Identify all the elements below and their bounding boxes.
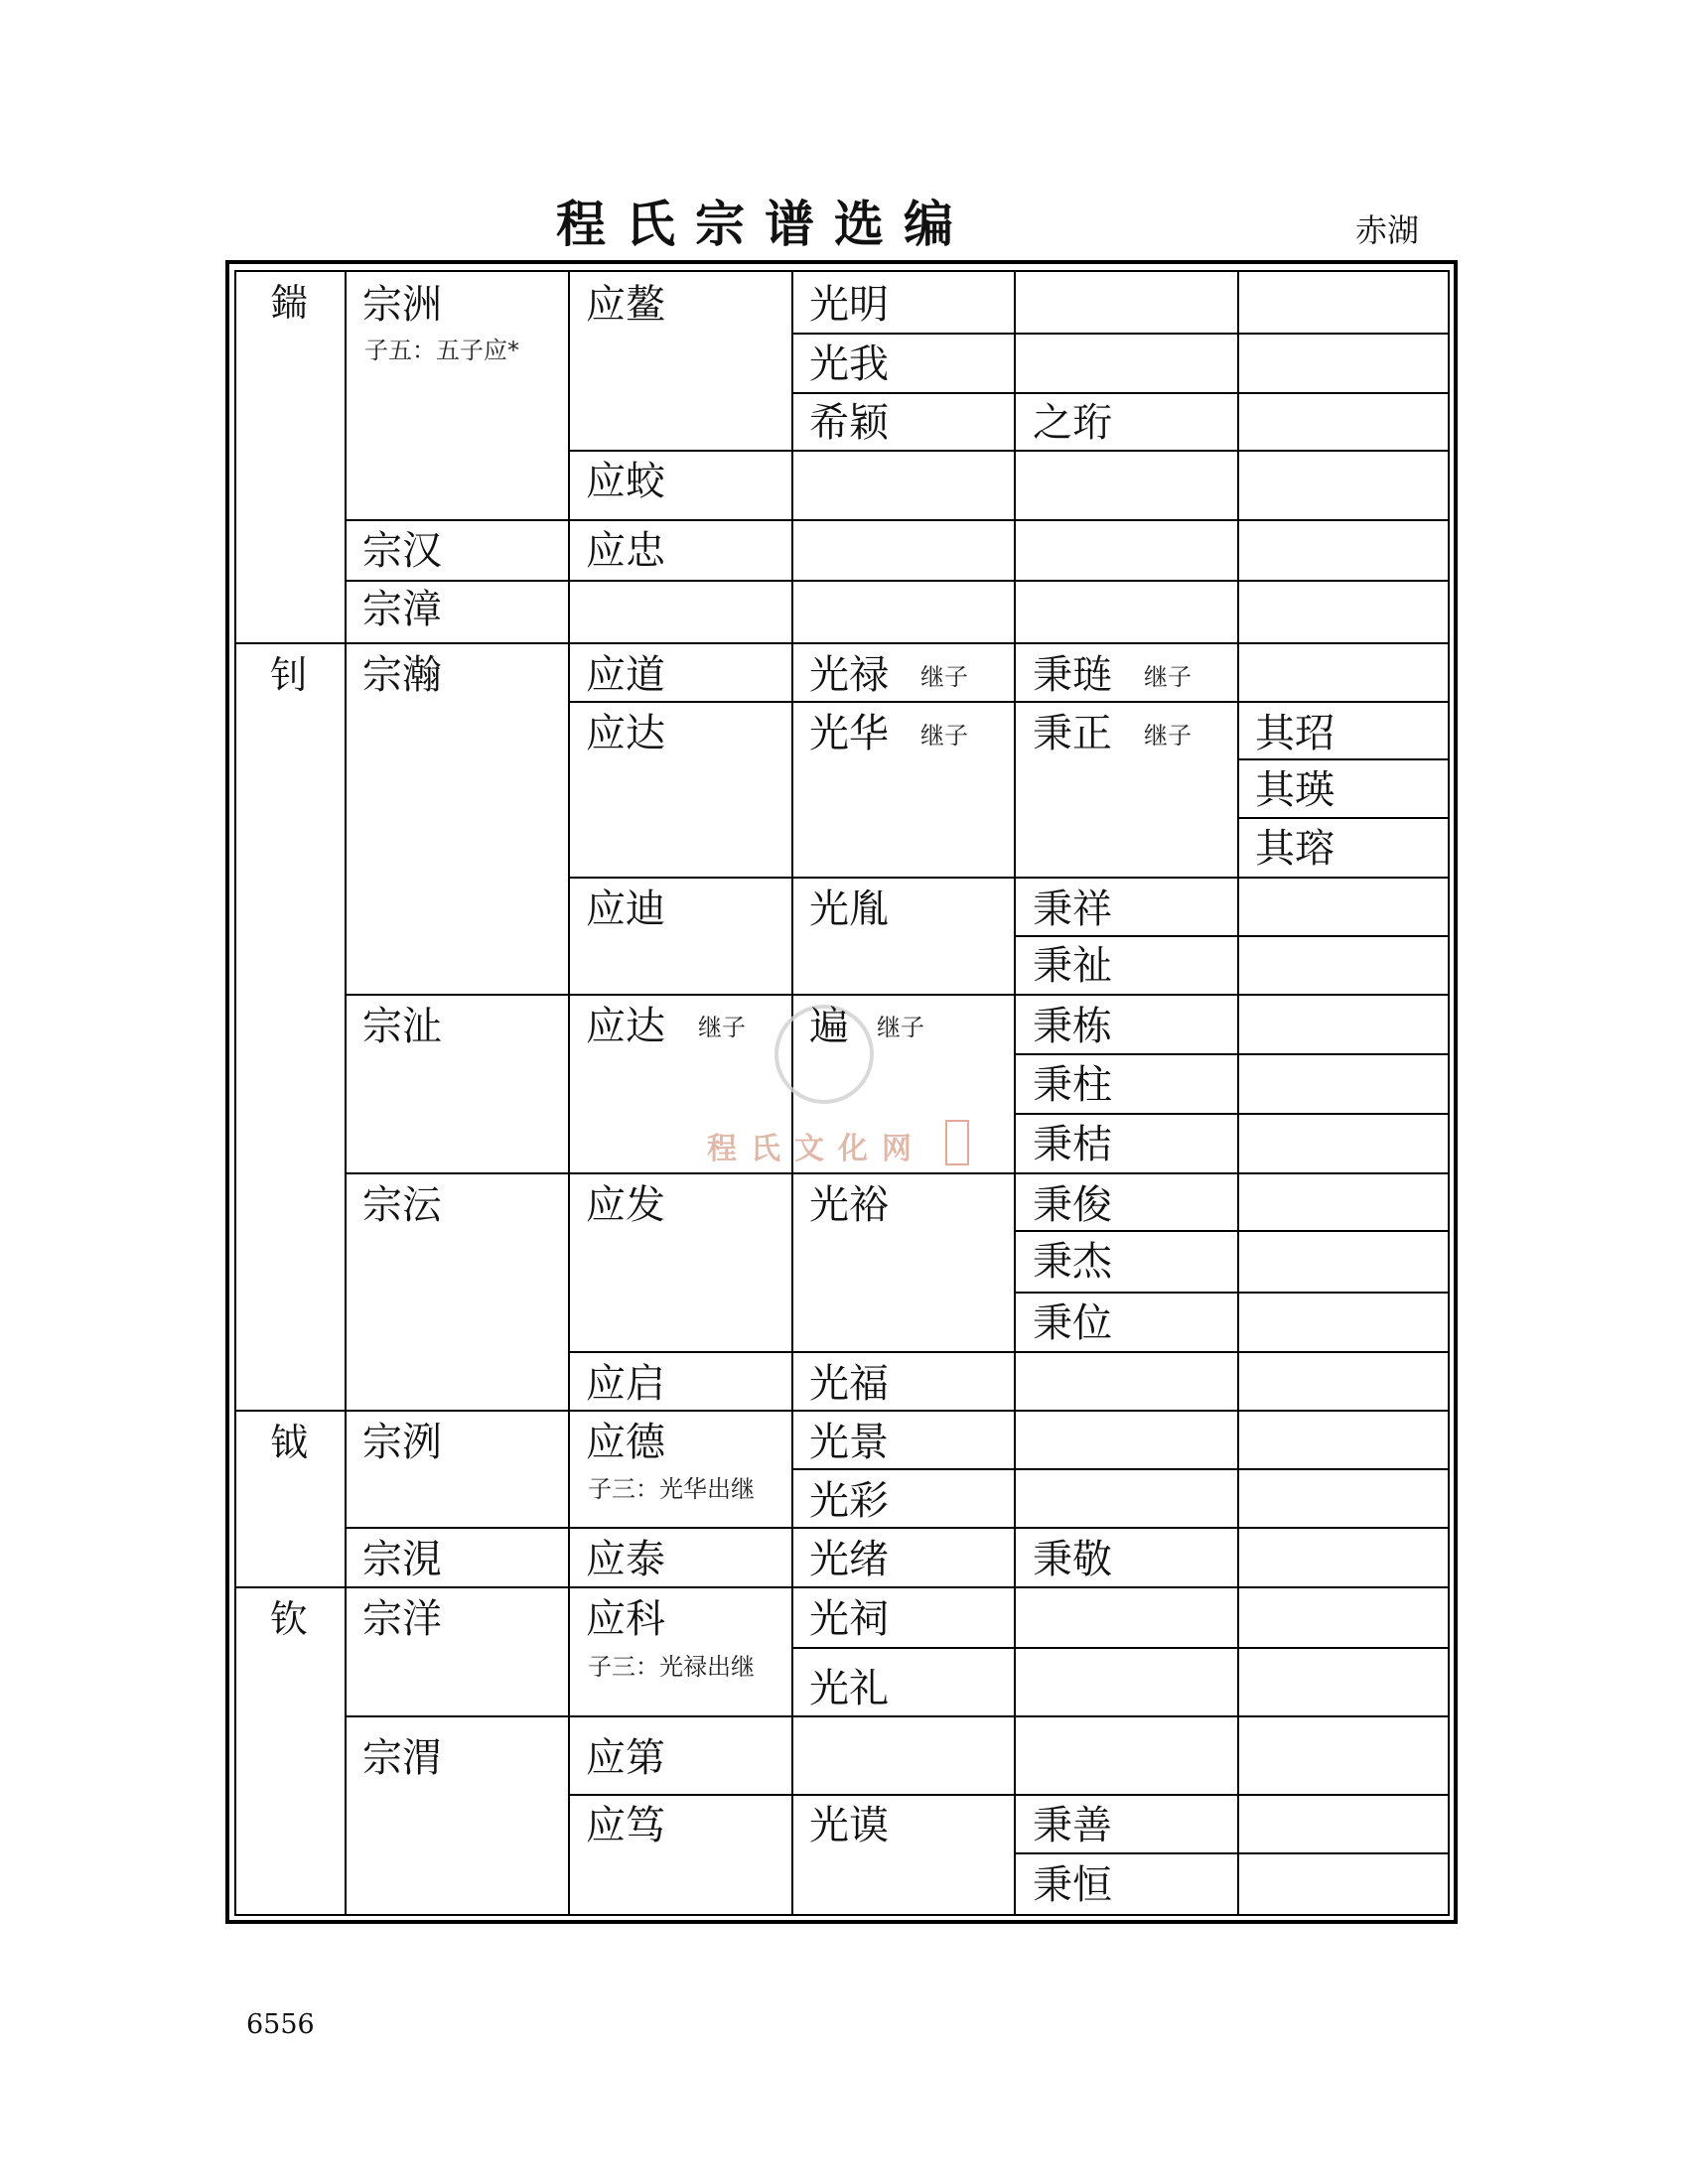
gen3-name: 应笃: [586, 1803, 665, 1848]
gen5-name: 秉位: [1033, 1300, 1112, 1346]
gen3-name: 应启: [586, 1361, 665, 1407]
gen5-name: 秉正: [1033, 711, 1112, 756]
gen3-name: 应达: [586, 1004, 665, 1049]
gen1-name: 钦: [270, 1597, 309, 1641]
gen3-name: 应道: [586, 652, 665, 698]
gen2-name: 宗汉: [362, 528, 442, 574]
gen2-name: 宗涀: [362, 1537, 442, 1582]
gen2-name: 宗洋: [362, 1596, 442, 1642]
gen3-name: 应忠: [586, 528, 665, 574]
gen5-name: 秉祉: [1033, 943, 1112, 989]
gen3-name: 应鳌: [586, 282, 665, 328]
gen4-name: 光绪: [809, 1537, 889, 1582]
adopted-tag: 继子: [698, 1014, 746, 1041]
gen4-name: 光礼: [809, 1666, 889, 1711]
gen3-name: 应达: [586, 711, 665, 756]
gen2-name: 宗渭: [362, 1735, 442, 1781]
gen5-name: 秉栋: [1033, 1004, 1112, 1049]
gen3-note: 子三：光禄出继: [588, 1653, 755, 1681]
page-number: 6556: [246, 2009, 315, 2040]
gen3-name: 应发: [586, 1182, 665, 1228]
adopted-tag: 继子: [1144, 663, 1192, 691]
adopted-tag: 继子: [920, 663, 968, 691]
page-title: 程氏宗谱选编: [556, 196, 973, 253]
gen6-name: 其瑢: [1255, 826, 1335, 872]
gen5-name: 秉恒: [1033, 1862, 1112, 1908]
watermark-text: 程氏文化网: [707, 1132, 925, 1166]
gen1-name: 钊: [270, 653, 309, 697]
gen5-name: 之珩: [1033, 400, 1112, 446]
gen5-name: 秉柱: [1033, 1062, 1112, 1108]
watermark-stamp: [945, 1120, 969, 1165]
gen3-name: 应蛟: [586, 459, 665, 504]
gen3-name: 应迪: [586, 887, 665, 932]
gen3-name: 应第: [586, 1735, 665, 1781]
gen3-name: 应德: [586, 1420, 665, 1465]
gen3-note: 子三：光华出继: [588, 1475, 755, 1503]
gen4-name: 光明: [809, 282, 889, 328]
adopted-tag: 继子: [920, 722, 968, 750]
gen4-name: 光福: [809, 1361, 889, 1407]
gen5-name: 秉善: [1033, 1803, 1112, 1848]
gen3-name: 应科: [586, 1596, 665, 1642]
gen4-name: 光祠: [809, 1596, 889, 1642]
gen5-name: 秉桔: [1033, 1122, 1112, 1167]
gen2-name: 宗洲: [362, 282, 442, 328]
gen2-note: 子五：五子应*: [364, 337, 519, 364]
gen4-name: 光华: [809, 711, 889, 756]
adopted-tag: 继子: [1144, 722, 1192, 750]
gen5-name: 秉祥: [1033, 887, 1112, 932]
gen2-name: 宗沄: [362, 1182, 442, 1228]
gen6-name: 其瑛: [1255, 767, 1335, 813]
gen4-name: 光彩: [809, 1478, 889, 1524]
gen4-name: 光胤: [809, 887, 889, 932]
gen4-name: 遍: [809, 1004, 849, 1049]
gen4-name: 光谟: [809, 1803, 889, 1848]
place-name: 赤湖: [1355, 211, 1420, 249]
gen5-name: 秉杰: [1033, 1239, 1112, 1285]
gen4-name: 希颖: [809, 400, 889, 446]
gen4-name: 光景: [809, 1420, 889, 1465]
adopted-tag: 继子: [877, 1014, 924, 1041]
gen2-name: 宗洌: [362, 1420, 442, 1465]
gen2-name: 宗瀚: [362, 652, 442, 698]
gen3-name: 应泰: [586, 1537, 665, 1582]
gen5-name: 秉俊: [1033, 1182, 1112, 1228]
gen4-name: 光禄: [809, 652, 889, 698]
gen2-name: 宗沚: [362, 1004, 442, 1049]
gen5-name: 秉琏: [1033, 652, 1112, 698]
gen2-name: 宗漳: [362, 587, 442, 632]
gen1-name: 钺: [270, 1421, 309, 1464]
gen4-name: 光裕: [809, 1182, 889, 1228]
gen1-name: 鍴: [270, 281, 309, 325]
gen6-name: 其玿: [1255, 711, 1335, 756]
gen5-name: 秉敬: [1033, 1537, 1112, 1582]
gen4-name: 光我: [809, 341, 889, 387]
